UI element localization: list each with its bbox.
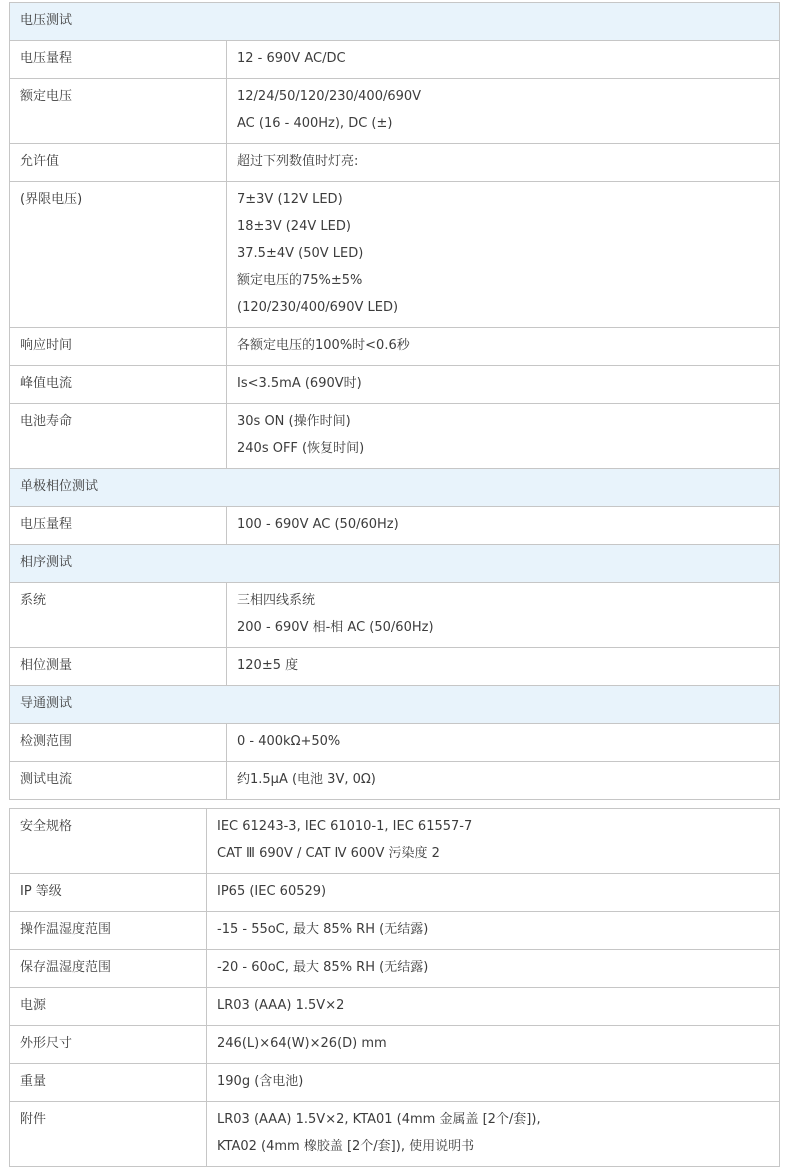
spec-row bbox=[10, 404, 780, 469]
spec-value-line: 12 - 690V AC/DC bbox=[237, 51, 346, 66]
spec-row bbox=[10, 988, 780, 1026]
spec-row bbox=[10, 144, 780, 182]
spec-row bbox=[10, 1102, 780, 1167]
spec-value bbox=[227, 724, 780, 762]
spec-row bbox=[10, 41, 780, 79]
spec-value bbox=[227, 404, 780, 469]
spec-value bbox=[227, 41, 780, 79]
spec-label bbox=[10, 648, 227, 686]
spec-value-line: KTA02 (4mm 橡胶盖 [2个/套]), 使用说明书 bbox=[217, 1139, 475, 1154]
spec-value bbox=[207, 912, 780, 950]
spec-label bbox=[10, 1102, 207, 1167]
spec-row bbox=[10, 1064, 780, 1102]
spec-label-text: 电源 bbox=[20, 998, 47, 1013]
spec-label bbox=[10, 1064, 207, 1102]
spec-value bbox=[227, 144, 780, 182]
spec-value-line: IEC 61243-3, IEC 61010-1, IEC 61557-7 bbox=[217, 819, 473, 834]
spec-value-line: 超过下列数值时灯亮: bbox=[237, 154, 359, 169]
spec-value bbox=[207, 988, 780, 1026]
section-header bbox=[10, 686, 780, 724]
spec-label-text: 电压量程 bbox=[20, 51, 73, 66]
spec-value bbox=[207, 1026, 780, 1064]
spec-value bbox=[207, 1102, 780, 1167]
spec-label-text: 响应时间 bbox=[20, 338, 73, 353]
spec-label bbox=[10, 988, 207, 1026]
spec-label-text: 操作温湿度范围 bbox=[20, 922, 112, 937]
spec-row bbox=[10, 809, 780, 874]
spec-value-line: 额定电压的75%±5% bbox=[237, 273, 363, 288]
spec-value-line: 37.5±4V (50V LED) bbox=[237, 246, 364, 261]
spec-value-line: -15 - 55oC, 最大 85% RH (无结露) bbox=[217, 922, 429, 937]
section-header-row bbox=[10, 545, 780, 583]
spec-value-line: 约1.5μA (电池 3V, 0Ω) bbox=[237, 772, 376, 787]
spec-value-line: 120±5 度 bbox=[237, 658, 299, 673]
spec-label bbox=[10, 182, 227, 328]
spec-value bbox=[227, 366, 780, 404]
spec-row bbox=[10, 366, 780, 404]
spec-label-text: 保存温湿度范围 bbox=[20, 960, 112, 975]
spec-value-line: CAT Ⅲ 690V / CAT Ⅳ 600V 污染度 2 bbox=[217, 846, 440, 861]
spec-row bbox=[10, 950, 780, 988]
spec-table-general bbox=[9, 808, 780, 1167]
spec-value-line: 7±3V (12V LED) bbox=[237, 192, 343, 207]
spec-value bbox=[227, 583, 780, 648]
spec-label-text: 相位测量 bbox=[20, 658, 73, 673]
spec-value bbox=[227, 79, 780, 144]
spec-value-line: LR03 (AAA) 1.5V×2 bbox=[217, 998, 345, 1013]
spec-value bbox=[207, 874, 780, 912]
spec-value bbox=[207, 809, 780, 874]
spec-label bbox=[10, 1026, 207, 1064]
spec-value-line: 三相四线系统 bbox=[237, 593, 316, 608]
spec-value bbox=[227, 648, 780, 686]
spec-label bbox=[10, 950, 207, 988]
spec-row bbox=[10, 328, 780, 366]
spec-value bbox=[227, 507, 780, 545]
spec-row bbox=[10, 874, 780, 912]
spec-value-line: 0 - 400kΩ+50% bbox=[237, 734, 341, 749]
spec-value-line: 18±3V (24V LED) bbox=[237, 219, 351, 234]
spec-row bbox=[10, 79, 780, 144]
spec-label bbox=[10, 328, 227, 366]
spec-label bbox=[10, 762, 227, 800]
spec-value-line: 12/24/50/120/230/400/690V bbox=[237, 89, 422, 104]
spec-row bbox=[10, 583, 780, 648]
spec-label-text: 重量 bbox=[20, 1074, 47, 1089]
spec-label bbox=[10, 366, 227, 404]
spec-label-text: 峰值电流 bbox=[20, 376, 73, 391]
spec-row bbox=[10, 912, 780, 950]
section-title: 导通测试 bbox=[20, 696, 73, 711]
spec-value-line: 246(L)×64(W)×26(D) mm bbox=[217, 1036, 387, 1051]
spec-value-line: Is<3.5mA (690V时) bbox=[237, 376, 362, 391]
section-header bbox=[10, 469, 780, 507]
spec-label-text: 允许值 bbox=[20, 154, 60, 169]
spec-row bbox=[10, 507, 780, 545]
spec-value-line: 240s OFF (恢复时间) bbox=[237, 441, 365, 456]
spec-value-line: 100 - 690V AC (50/60Hz) bbox=[237, 517, 399, 532]
spec-value bbox=[227, 762, 780, 800]
spec-value-line: 190g (含电池) bbox=[217, 1074, 304, 1089]
spec-label-text: (界限电压) bbox=[20, 192, 83, 207]
spec-label bbox=[10, 41, 227, 79]
section-header-row bbox=[10, 686, 780, 724]
section-title: 相序测试 bbox=[20, 555, 73, 570]
spec-value bbox=[227, 182, 780, 328]
spec-label bbox=[10, 144, 227, 182]
spec-value bbox=[227, 328, 780, 366]
spec-label-text: 检测范围 bbox=[20, 734, 73, 749]
spec-label-text: IP 等级 bbox=[20, 884, 62, 899]
spec-value-line: 30s ON (操作时间) bbox=[237, 414, 351, 429]
spec-label-text: 安全规格 bbox=[20, 819, 73, 834]
section-header-row bbox=[10, 469, 780, 507]
spec-label bbox=[10, 583, 227, 648]
spec-value-line: 200 - 690V 相-相 AC (50/60Hz) bbox=[237, 620, 434, 635]
spec-value bbox=[207, 1064, 780, 1102]
spec-value-line: 各额定电压的100%时<0.6秒 bbox=[237, 338, 410, 353]
spec-label-text: 电压量程 bbox=[20, 517, 73, 532]
spec-row bbox=[10, 648, 780, 686]
section-title: 单极相位测试 bbox=[20, 479, 99, 494]
spec-label bbox=[10, 874, 207, 912]
spec-label bbox=[10, 809, 207, 874]
spec-label-text: 额定电压 bbox=[20, 89, 73, 104]
spec-label-text: 系统 bbox=[20, 593, 47, 608]
section-header-row bbox=[10, 3, 780, 41]
spec-label bbox=[10, 79, 227, 144]
section-header bbox=[10, 545, 780, 583]
spec-label bbox=[10, 912, 207, 950]
spec-label bbox=[10, 507, 227, 545]
spec-value bbox=[207, 950, 780, 988]
section-title: 电压测试 bbox=[20, 13, 73, 28]
spec-value-line: LR03 (AAA) 1.5V×2, KTA01 (4mm 金属盖 [2个/套]), bbox=[217, 1112, 541, 1127]
spec-value-line: AC (16 - 400Hz), DC (±) bbox=[237, 116, 393, 131]
section-header bbox=[10, 3, 780, 41]
spec-row bbox=[10, 1026, 780, 1064]
spec-label-text: 电池寿命 bbox=[20, 414, 73, 429]
spec-label-text: 测试电流 bbox=[20, 772, 73, 787]
spec-label-text: 附件 bbox=[20, 1112, 47, 1127]
spec-label-text: 外形尺寸 bbox=[20, 1036, 73, 1051]
spec-value-line: -20 - 60oC, 最大 85% RH (无结露) bbox=[217, 960, 429, 975]
spec-label bbox=[10, 724, 227, 762]
spec-row bbox=[10, 182, 780, 328]
spec-value-line: IP65 (IEC 60529) bbox=[217, 884, 327, 899]
spec-label bbox=[10, 404, 227, 469]
spec-row bbox=[10, 724, 780, 762]
spec-value-line: (120/230/400/690V LED) bbox=[237, 300, 399, 315]
spec-row bbox=[10, 762, 780, 800]
spec-table-primary bbox=[9, 2, 780, 800]
